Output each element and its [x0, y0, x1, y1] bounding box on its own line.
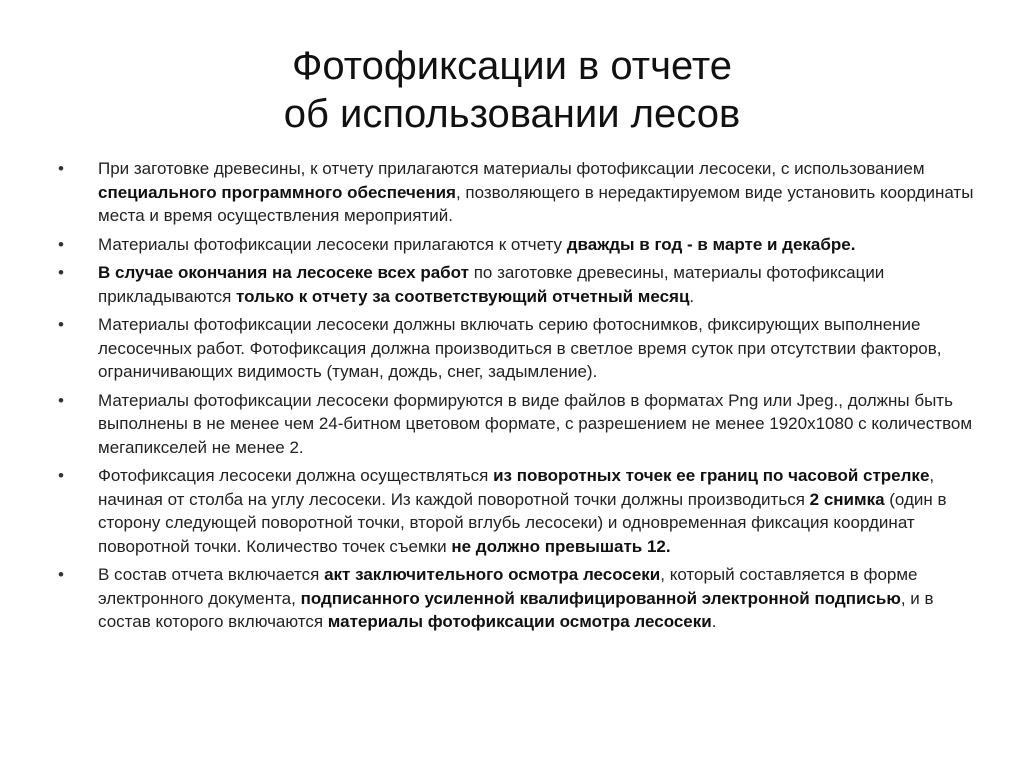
bullet-text: (один в сторону следующей поворотной точки, второй вглубь лесосеки) и одновременная фиксация координат поворотной точки. Количество точек съемки [98, 489, 947, 556]
bullet-item-3 [56, 261, 976, 308]
bullet-text-bold: дважды в год - в марте и декабре. [566, 234, 856, 254]
bullet-text-bold: только к отчету за соответствующий отчетный месяц [236, 286, 690, 306]
bullet-text: В состав отчета включается [98, 565, 325, 584]
bullet-list [56, 157, 976, 639]
bullet-item-6 [56, 464, 976, 558]
bullet-text: , позволяющего в нередактируемом виде установить координаты места и время осуществления мероприятий. [98, 182, 974, 225]
slide-title-line-2: об использовании лесов [283, 92, 741, 136]
bullet-text: , начиная от столба на углу лесосеки. Из каждой поворотной точки должны производиться [98, 466, 935, 509]
bullet-text: Материалы фотофиксации лесосеки прилагаются к отчету [98, 234, 567, 254]
bullet-text: Материалы фотофиксации лесосеки формируются в виде файлов в форматах Png или Jpeg., должны быть выполнены в не менее чем 24-битном цветовом формате, с разрешением не менее 1920x1080 с количеством мегапикселей не менее 2. [98, 390, 973, 457]
bullet-text-bold: В случае окончания на лесосеке всех работ [98, 263, 469, 282]
bullet-text: по заготовке древесины, материалы фотофиксации прикладываются [98, 263, 885, 306]
bullet-text-bold: акт заключительного осмотра лесосеки [324, 565, 661, 584]
bullet-item-1 [56, 157, 976, 228]
bullet-text: , который составляется в форме электронного документа, [98, 565, 918, 608]
slide-title [0, 42, 1024, 138]
bullet-text-bold: 2 снимка [809, 489, 885, 509]
bullet-text-bold: подписанного усиленной квалифицированной электронной подписью [300, 588, 901, 608]
bullet-text: . [711, 612, 717, 631]
slide-title-line-1: Фотофиксации в отчете [292, 44, 732, 88]
bullet-item-4 [56, 313, 976, 384]
bullet-text: , и в состав которого включаются [98, 588, 934, 631]
bullet-item-5 [56, 389, 976, 460]
bullet-text-bold: из поворотных точек ее границ по часовой стрелке [493, 466, 930, 485]
bullet-text: При заготовке древесины, к отчету прилагаются материалы фотофиксации лесосеки, с использованием [98, 159, 925, 178]
bullet-text: Материалы фотофиксации лесосеки должны включать серию фотоснимков, фиксирующих выполнение лесосечных работ. Фотофиксация должна производиться в светлое время суток при отсутствии факторов, ограничивающих видимость (туман, дождь, снег, задымление). [98, 315, 942, 381]
bullet-text: . [689, 286, 695, 306]
bullet-text-bold: не должно превышать 12. [451, 536, 671, 556]
bullet-text: Фотофиксация лесосеки должна осуществляться [98, 466, 494, 485]
bullet-text-bold: специального программного обеспечения [98, 182, 456, 202]
bullet-item-2 [56, 233, 976, 257]
bullet-text-bold: материалы фотофиксации осмотра лесосеки [327, 612, 712, 631]
bullet-item-7 [56, 563, 976, 634]
